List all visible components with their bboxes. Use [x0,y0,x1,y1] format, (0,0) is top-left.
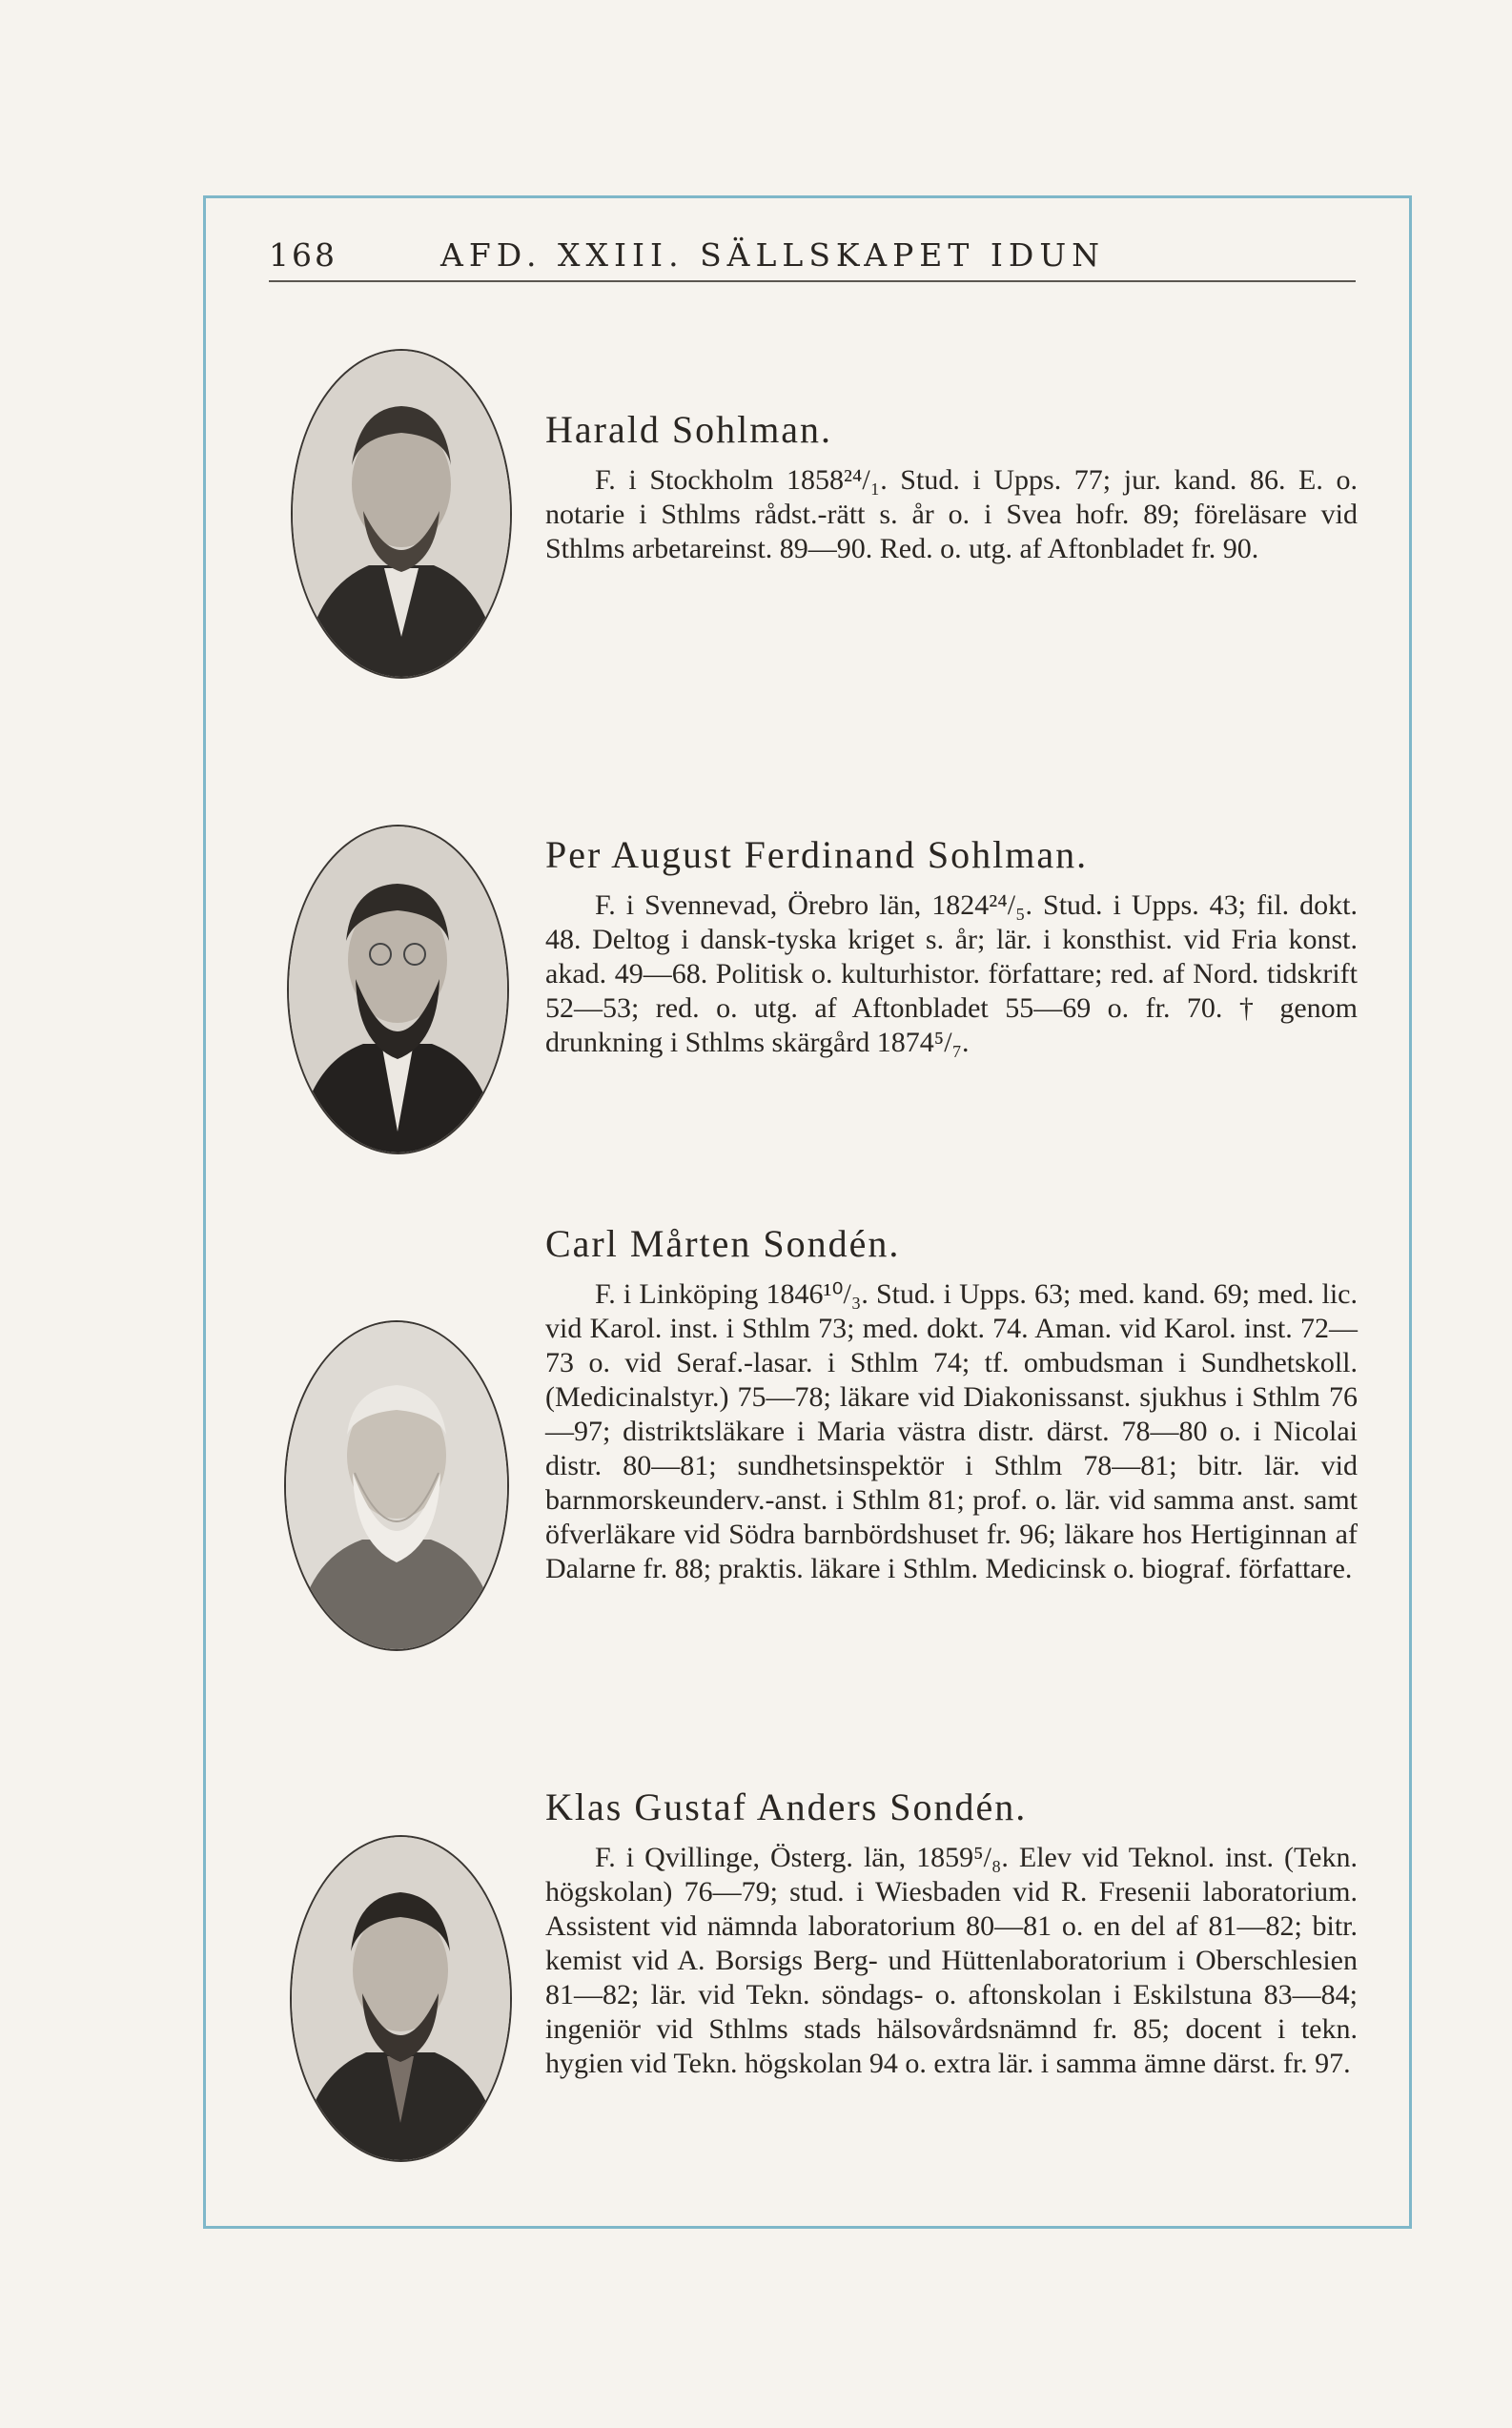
entry-name: Harald Sohlman. [545,408,833,451]
entry-text: F. i Stockholm 1858²⁴/₁. Stud. i Upps. 77; jur. kand. 86. E. o. notarie i Sthlms rådst.-rätt s. år o. i Svea hofr. 89; föreläsare vid Sthlms arbetareinst. 89—90. Red. o. utg. af Aftonbladet fr. 90. [545,464,1358,564]
entry-name: Carl Mårten Sondén. [545,1222,901,1265]
portrait-harald-sohlman [291,349,512,679]
entry-text: F. i Svennevad, Örebro län, 1824²⁴/₅. Stud. i Upps. 43; fil. dokt. 48. Deltog i dansk-tyska kriget s. år; lär. i konsthist. vid Fria konst. akad. 49—68. Politisk o. kulturhistor. författare; red. af Nord. tidskrift 52—53; red. o. utg. af Aftonbladet 55—69 o. fr. 70. † genom drunkning i Sthlms skärgård 1874⁵/₇. [545,889,1358,1058]
entry-per-august-ferdinand-sohlman [545,832,1358,1060]
running-header [269,236,1356,284]
portrait-per-august-ferdinand-sohlman [287,825,509,1154]
entry-harald-sohlman [545,407,1358,566]
header-rule [269,280,1356,282]
entry-name: Klas Gustaf Anders Sondén. [545,1785,1028,1828]
running-title: AFD. XXIII. SÄLLSKAPET IDUN [440,236,1106,274]
entry-carl-marten-sonden [545,1221,1358,1586]
portrait-carl-marten-sonden [284,1320,509,1651]
entry-text: F. i Linköping 1846¹⁰/₃. Stud. i Upps. 63; med. kand. 69; med. lic. vid Karol. inst. i Sthlm 73; med. dokt. 74. Aman. vid Karol. inst. 72—73 o. vid Seraf.-lasar. i Sthlm 74; tf. ombudsman i Sundhetskoll. (Medicinalstyr.) 75—78; läkare vid Diakonissanst. sjukhus i Sthlm 76—97; distriktsläkare i Maria västra distr. därst. 78—80 o. i Nicolai distr. 80—81; sundhetsinspektör i Sthlm 78—81; bitr. lär. vid barnmorskeunderv.-anst. i Sthlm 81; prof. o. lär. vid samma anst. samt öfverläkare vid Södra barnbördshuset fr. 96; läkare hos Hertiginnan af Dalarne fr. 88; praktis. läkare i Sthlm. Medicinsk o. biograf. författare. [545,1278,1358,1584]
entry-text: F. i Qvillinge, Österg. län, 1859⁵/₈. Elev vid Teknol. inst. (Tekn. högskolan) 76—79; stud. i Wiesbaden vid R. Fresenii laboratorium. Assistent vid nämnda laboratorium 80—81 o. en del af 81—82; bitr. kemist vid A. Borsigs Berg- und Hüttenlaboratorium i Oberschlesien 81—82; lär. vid Tekn. söndags- o. aftonskolan i Eskilstuna 83—84; ingeniör vid Sthlms stads hälsovårdsnämnd fr. 85; docent i tekn. hygien vid Tekn. högskolan 94 o. extra lär. i samma ämne därst. fr. 97. [545,1842,1358,2079]
page-number: 168 [269,236,337,274]
entry-klas-gustaf-anders-sonden [545,1785,1358,2081]
portrait-klas-gustaf-anders-sonden [290,1835,512,2162]
entry-name: Per August Ferdinand Sohlman. [545,833,1089,876]
